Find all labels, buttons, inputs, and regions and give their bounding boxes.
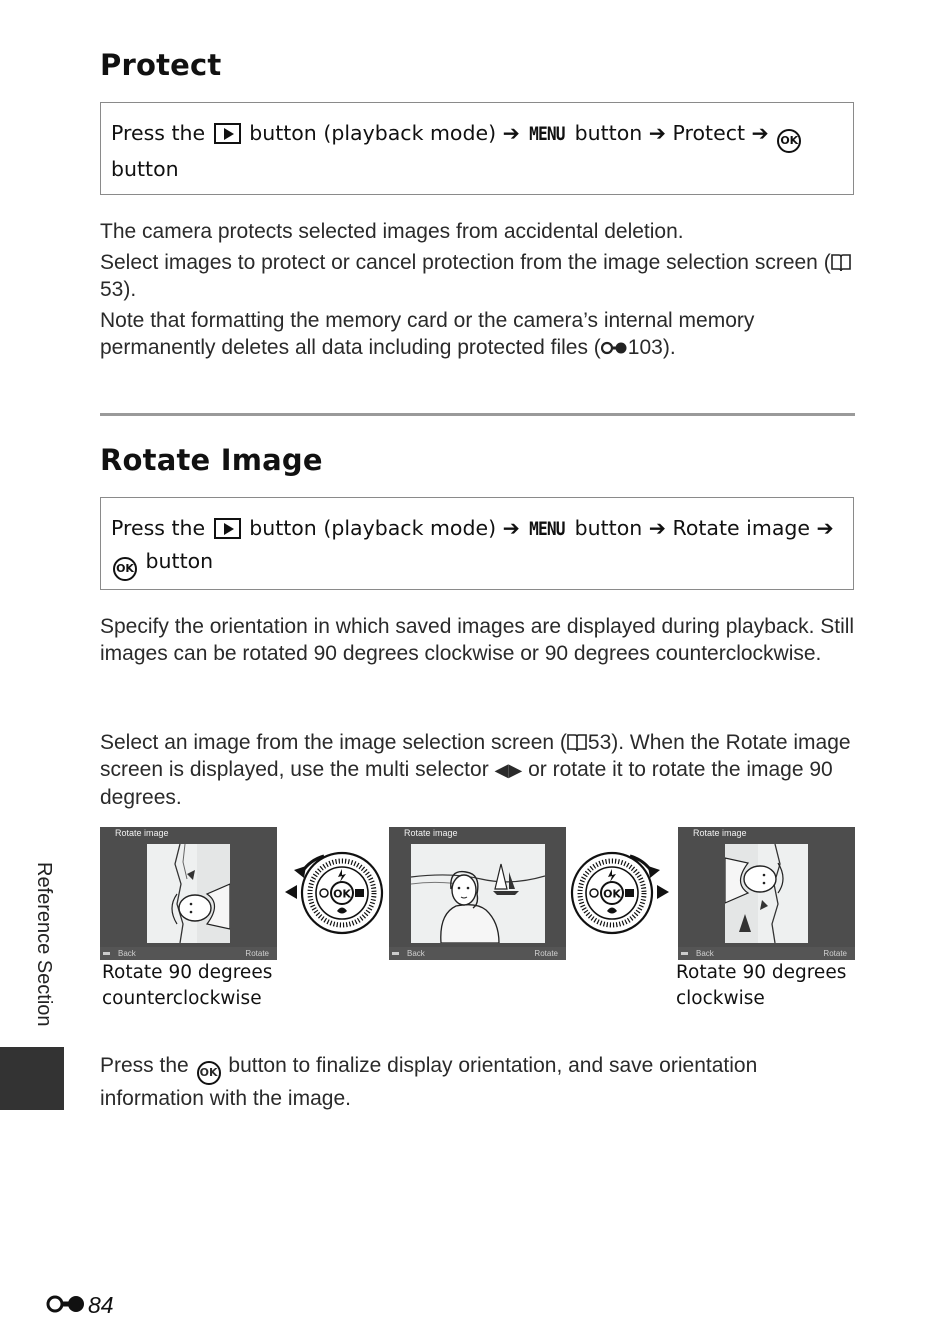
rotate-procedure-box (100, 497, 854, 590)
rotate-title: Rotate Image (100, 443, 323, 477)
page-ref[interactable]: 53 (100, 278, 124, 301)
rotate-paragraph-1: Specify the orientation in which saved images are displayed during playback. Still images can be rotated 90 degrees clockwise or 90 degrees counterclockwise. (100, 615, 855, 665)
caption-counterclockwise: Rotate 90 degrees counterclockwise (102, 962, 273, 1009)
text: ). When the Rotate image screen is displayed, use the multi selector (100, 731, 851, 781)
camera-screen-original (389, 827, 566, 960)
rotated-photo (147, 844, 230, 943)
proc-text: Press the (111, 516, 206, 540)
rotate-hint: Rotate (823, 949, 847, 958)
multi-selector-counterclockwise-icon (284, 840, 384, 940)
screen-title: Rotate image (693, 828, 747, 838)
proc-text: Press the (111, 121, 206, 145)
text: Select an image from the image selection screen ( (100, 731, 567, 754)
rotate-hint: Rotate (534, 949, 558, 958)
arrow-icon: ➔ (648, 516, 666, 540)
proc-text: button (playback mode) (249, 516, 497, 540)
playback-button-icon (214, 518, 241, 539)
proc-text: button (145, 549, 214, 573)
ok-button-icon: OK (113, 557, 137, 581)
portrait-photo-cw (725, 844, 808, 943)
proc-text: button (playback mode) (249, 121, 497, 145)
back-hint: Back (696, 949, 714, 958)
text: Select images to protect or cancel protection from the image selection screen ( (100, 251, 831, 274)
section-divider (100, 413, 855, 416)
text: Note that formatting the memory card or the camera’s internal memory permanently deletes all data including protected files ( (100, 309, 755, 359)
playback-button-icon (214, 123, 241, 144)
protect-paragraph-2 (100, 249, 860, 303)
screen-status-bar (100, 947, 277, 960)
rotated-photo (725, 844, 808, 943)
sidebar-section-tab (0, 1047, 64, 1110)
sidebar-section-label: Reference Section (33, 862, 55, 1027)
back-arrow-icon (103, 952, 110, 955)
screen-status-bar (389, 947, 566, 960)
protect-paragraph-1: The camera protects selected images from accidental deletion. (100, 220, 684, 243)
page-ref[interactable]: 103 (627, 336, 663, 359)
screen-title: Rotate image (404, 828, 458, 838)
ok-label: OK (603, 887, 621, 901)
protect-paragraph-3 (100, 307, 860, 361)
proc-text: button (111, 157, 179, 181)
arrow-icon: ➔ (502, 516, 520, 540)
rotate-paragraph-2 (100, 729, 860, 811)
screen-title: Rotate image (115, 828, 169, 838)
portrait-photo-original (411, 844, 545, 943)
book-icon (831, 253, 851, 272)
back-arrow-icon (681, 952, 688, 955)
screen-status-bar (678, 947, 855, 960)
protect-body (100, 218, 860, 361)
caption-clockwise: Rotate 90 degrees clockwise (676, 962, 847, 1009)
original-photo (411, 844, 545, 943)
camera-screen-counterclockwise (100, 827, 277, 960)
multi-selector-left-right-icon: ◀▶ (494, 760, 523, 780)
page-ref[interactable]: 53 (587, 731, 612, 754)
back-hint: Back (407, 949, 425, 958)
menu-button-icon: MENU (529, 123, 565, 145)
proc-text: button (574, 516, 643, 540)
arrow-icon: ➔ (816, 516, 834, 540)
arrow-icon: ➔ (648, 121, 666, 145)
ok-button-icon: OK (777, 129, 801, 153)
proc-text: button (574, 121, 643, 145)
rotate-hint: Rotate (245, 949, 269, 958)
reference-section-icon (601, 340, 627, 356)
ok-button-icon: OK (197, 1061, 221, 1085)
proc-menu-item: Protect (672, 121, 745, 145)
text: ). (662, 336, 676, 359)
text: or rotate it to rotate the image 90 degrees. (100, 758, 833, 809)
ok-label: OK (333, 887, 351, 901)
back-arrow-icon (392, 952, 399, 955)
protect-procedure-box (100, 102, 854, 195)
page-number (46, 1292, 114, 1319)
arrow-icon: ➔ (751, 121, 769, 145)
text: Press the (100, 1054, 189, 1077)
reference-section-icon (46, 1293, 86, 1315)
rotate-final-paragraph (100, 1052, 860, 1112)
text: ). (123, 278, 137, 301)
portrait-photo-ccw (147, 844, 230, 943)
protect-title: Protect (100, 48, 222, 82)
arrow-icon: ➔ (502, 121, 520, 145)
text: button to finalize display orientation, and save orientation information with the image. (100, 1054, 758, 1110)
proc-menu-item: Rotate image (672, 516, 810, 540)
back-hint: Back (118, 949, 136, 958)
camera-screen-clockwise (678, 827, 855, 960)
book-icon (567, 733, 587, 752)
menu-button-icon: MENU (529, 518, 565, 540)
page-number-value: 84 (88, 1292, 114, 1318)
multi-selector-clockwise-icon (570, 840, 670, 940)
